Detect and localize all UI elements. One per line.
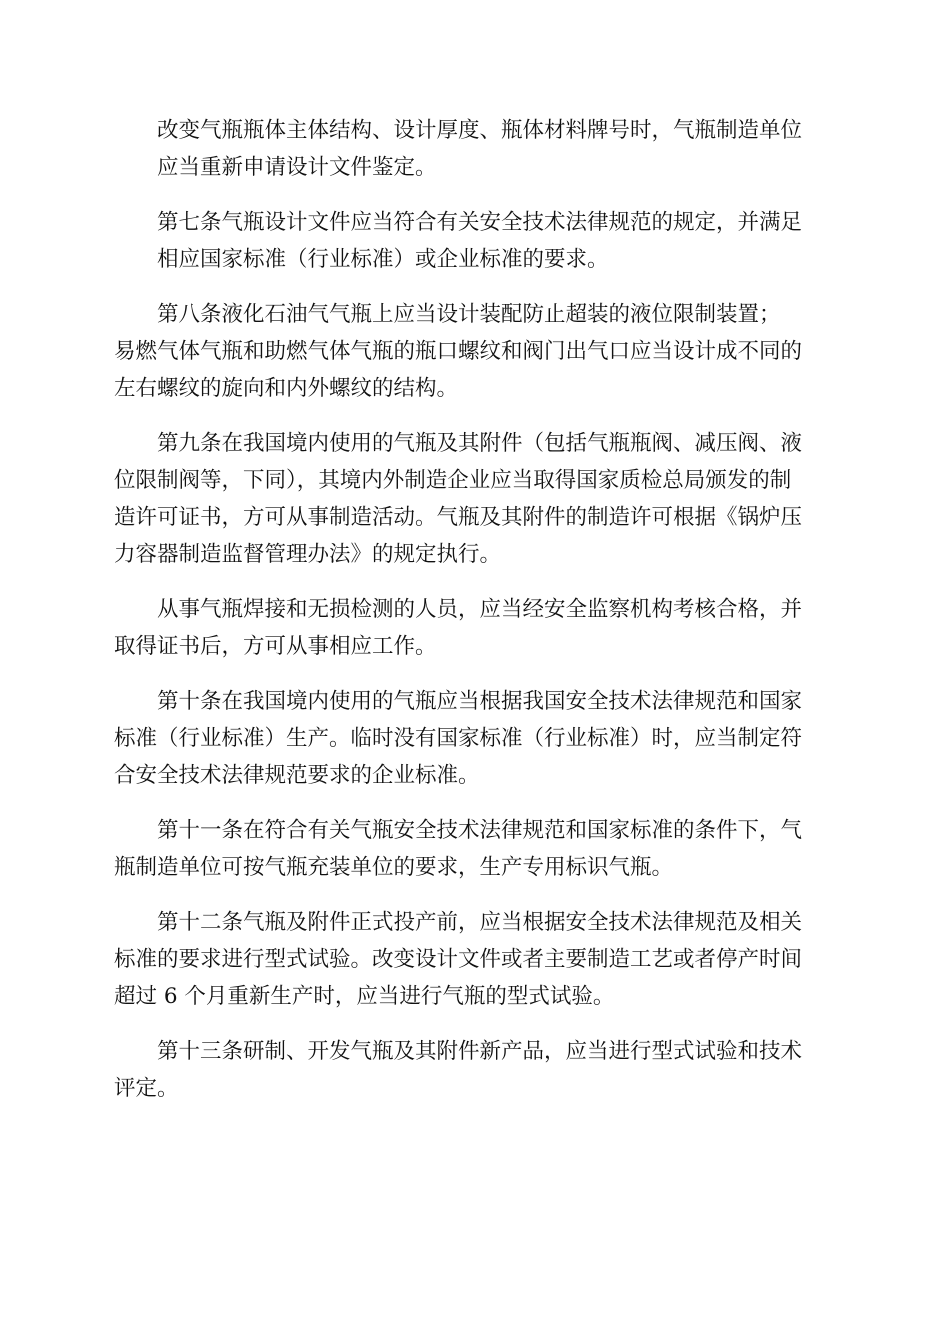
text-line: 易燃气体气瓶和助燃气体气瓶的瓶口螺纹和阀门出气口应当设计成不同的 <box>114 339 803 364</box>
paragraph-article-11 <box>114 812 836 886</box>
paragraph-article-12 <box>114 904 836 1015</box>
text-line: 第十条在我国境内使用的气瓶应当根据我国安全技术法律规范和国家 <box>157 689 803 714</box>
paragraph-article-10 <box>114 683 836 794</box>
text-line: 第十二条气瓶及附件正式投产前，应当根据安全技术法律规范及相关 <box>157 910 803 935</box>
text-line: 从事气瓶焊接和无损检测的人员，应当经安全监察机构考核合格，并 <box>157 597 803 622</box>
text-line: 造许可证书，方可从事制造活动。气瓶及其附件的制造许可根据《锅炉压 <box>114 505 803 530</box>
text-line: 第十三条研制、开发气瓶及其附件新产品，应当进行型式试验和技术 <box>157 1039 803 1064</box>
text-line: 改变气瓶瓶体主体结构、设计厚度、瓶体材料牌号时，气瓶制造单位 <box>157 118 803 143</box>
text-line: 位限制阀等，下同），其境内外制造企业应当取得国家质检总局颁发的制 <box>114 468 792 493</box>
text-line: 应当重新申请设计文件鉴定。 <box>157 155 437 180</box>
text-line: 取得证书后，方可从事相应工作。 <box>114 634 437 659</box>
text-line: 评定。 <box>114 1076 179 1101</box>
text-line: 第十一条在符合有关气瓶安全技术法律规范和国家标准的条件下，气 <box>157 818 803 843</box>
paragraph-article-7 <box>114 204 836 278</box>
paragraph-article-8 <box>114 296 836 407</box>
text-line: 左右螺纹的旋向和内外螺纹的结构。 <box>114 376 459 401</box>
paragraph-article-9 <box>114 425 836 573</box>
paragraph-design-change <box>114 112 836 186</box>
paragraph-article-13 <box>114 1033 836 1107</box>
text-line: 第九条在我国境内使用的气瓶及其附件（包括气瓶瓶阀、减压阀、液 <box>157 431 803 456</box>
text-line: 力容器制造监督管理办法》的规定执行。 <box>114 542 502 567</box>
text-line: 标准的要求进行型式试验。改变设计文件或者主要制造工艺或者停产时间 <box>114 947 803 972</box>
text-line: 超过 6 个月重新生产时，应当进行气瓶的型式试验。 <box>114 984 615 1009</box>
text-line: 合安全技术法律规范要求的企业标准。 <box>114 763 480 788</box>
text-line: 标准（行业标准）生产。临时没有国家标准（行业标准）时，应当制定符 <box>114 726 803 751</box>
text-line: 瓶制造单位可按气瓶充装单位的要求，生产专用标识气瓶。 <box>114 855 674 880</box>
text-line: 第七条气瓶设计文件应当符合有关安全技术法律规范的规定，并满足 <box>157 210 803 235</box>
text-line: 第八条液化石油气气瓶上应当设计装配防止超装的液位限制装置； <box>157 302 781 327</box>
document-body <box>114 112 836 1125</box>
paragraph-welding-personnel <box>114 591 836 665</box>
text-line: 相应国家标准（行业标准）或企业标准的要求。 <box>157 247 609 272</box>
